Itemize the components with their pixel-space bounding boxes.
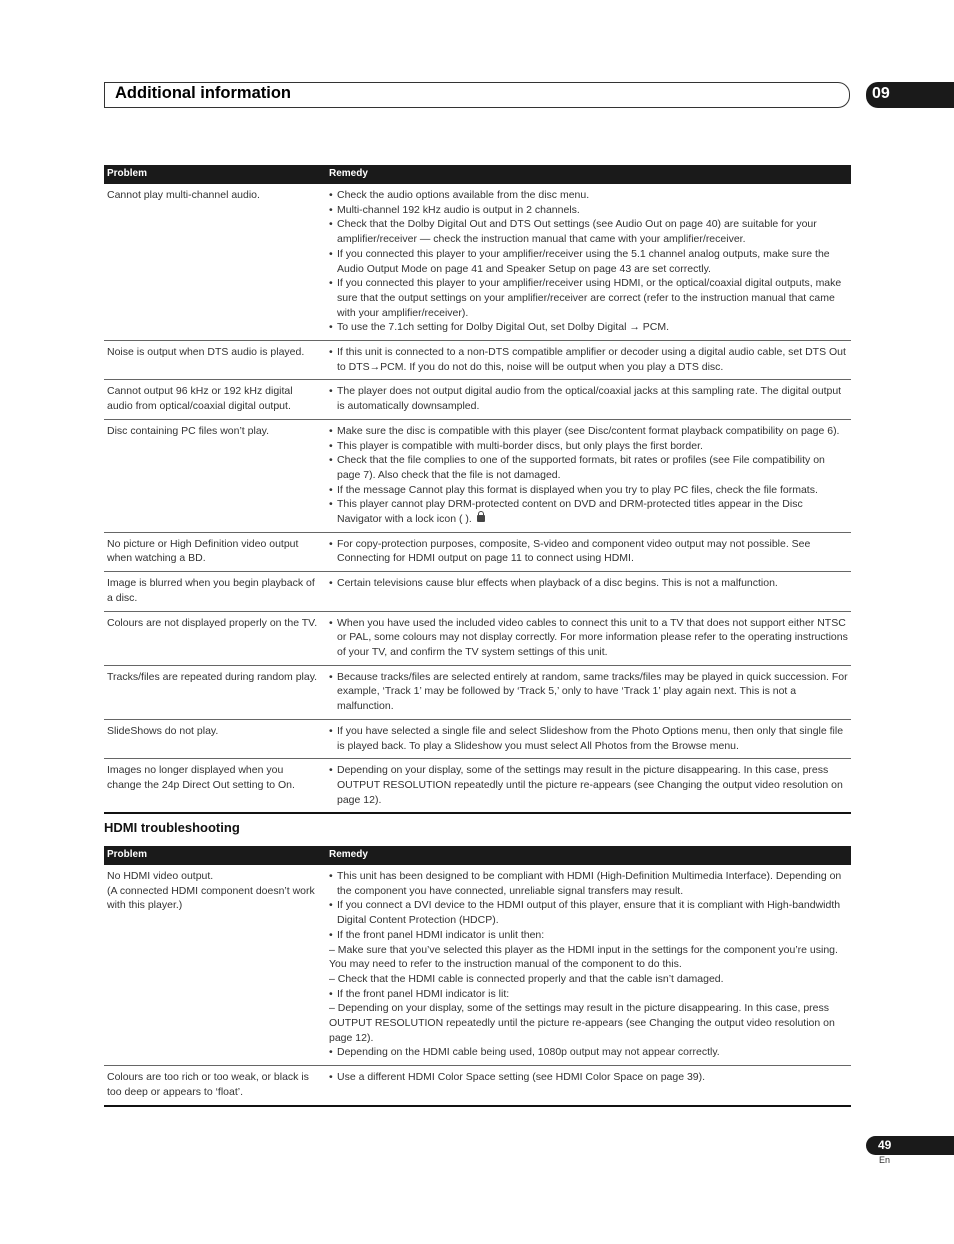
problem-cell: Noise is output when DTS audio is played. [104,341,326,380]
hdmi-troubleshooting-table [104,846,851,1107]
remedy-item [329,497,848,526]
remedy-item: • If the front panel HDMI indicator is lit: [329,987,848,1002]
chapter-tab [866,82,954,108]
remedy-cell [326,341,851,380]
remedy-item: • Check the audio options available from the disc menu. [329,188,848,203]
remedy-item: • This player is compatible with multi-border discs, but only plays the first border. [329,439,848,454]
remedy-cell [326,759,851,814]
column-header-problem: Problem [104,846,326,865]
remedy-item: • Use a different HDMI Color Space setting (see HDMI Color Space on page 39). [329,1070,848,1085]
problem-cell: SlideShows do not play. [104,719,326,758]
remedy-item: • Multi-channel 192 kHz audio is output in 2 channels. [329,203,848,218]
remedy-cell [326,532,851,571]
problem-note: (A connected HDMI component doesn’t work with this player.) [107,884,315,912]
problem-cell: Colours are not displayed properly on the TV. [104,611,326,665]
remedy-item: • Depending on your display, some of the settings may result in the picture disappearing. In this case, press OUTPUT RESOLUTION repeatedly until the picture re-appears (see Changing the output video resolution on page 12). [329,763,848,807]
remedy-item: • Because tracks/files are selected entirely at random, same tracks/files may be played in quick succession. For example, ‘Track 1’ may be followed by ‘Track 5,’ only to have ‘Track 1’ play again next. This is not a malfunction. [329,670,848,714]
table-row [104,865,851,1066]
section-header [104,82,850,108]
remedy-item: • If the message Cannot play this format is displayed when you try to play PC files, check the file formats. [329,483,848,498]
chapter-number: 09 [872,85,890,102]
remedy-item: • If you connected this player to your amplifier/receiver using the 5.1 channel analog outputs, make sure the Audio Output Mode on page 41 and Speaker Setup on page 43 are set correctly. [329,247,848,276]
remedy-subitem: – Depending on your display, some of the settings may result in the picture disappearing. In this case, press OUTPUT RESOLUTION repeatedly until the picture re-appears (see Changing the output video resolution on page 12). [329,1002,835,1044]
language-code: En [879,1155,891,1165]
remedy-item: • If you have selected a single file and select Slideshow from the Photo Options menu, then only that single file is played back. To play a Slideshow you must select All Photos from the Browse menu. [329,724,848,753]
table-row [104,341,851,380]
table-row [104,184,851,341]
remedy-item: • Check that the Dolby Digital Out and DTS Out settings (see Audio Out on page 40) are suitable for your amplifier/receiver — check the instruction manual that came with your amplifier/receiver. [329,217,848,246]
problem-cell: Cannot play multi-channel audio. [104,184,326,341]
column-header-remedy: Remedy [326,165,851,184]
remedy-item: • Make sure the disc is compatible with this player (see Disc/content format playback compatibility on page 6). [329,424,848,439]
problem-cell: Colours are too rich or too weak, or black is too deep or appears to ‘float’. [104,1066,326,1106]
remedy-cell [326,1066,851,1106]
remedy-subitem: – Check that the HDMI cable is connected properly and that the cable isn’t damaged. [329,972,724,985]
remedy-cell [326,719,851,758]
hdmi-troubleshooting-heading: HDMI troubleshooting [104,820,240,835]
remedy-text: This player cannot play DRM-protected content on DVD and DRM-protected titles appear in the Disc Navigator with a lock icon ( ). [337,498,803,526]
page-number-tab [866,1136,954,1155]
section-title: Additional information [115,84,291,102]
column-header-remedy: Remedy [326,846,851,865]
remedy-item: • If you connect a DVI device to the HDMI output of this player, ensure that it is compliant with High-bandwidth Digital Content Protection (HDCP). [329,898,848,927]
remedy-item: • When you have used the included video cables to connect this unit to a TV that does not support either NTSC or PAL, some colours may not display correctly. For more information please refer to the operating instructions of your TV, and confirm the TV system settings of this unit. [329,616,848,660]
column-header-problem: Problem [104,165,326,184]
remedy-cell [326,611,851,665]
table-row [104,1066,851,1106]
remedy-item: • If you connected this player to your amplifier/receiver using HDMI, or the optical/coaxial digital outputs, make sure that the output settings on your amplifier/receiver are correct (refer to the instruction manual that came with your amplifier/receiver). [329,276,848,320]
remedy-cell [326,665,851,719]
table-row [104,665,851,719]
remedy-cell [326,184,851,341]
remedy-cell [326,380,851,419]
lock-icon [477,515,485,522]
table-header-row [104,165,851,184]
problem-cell: Disc containing PC files won’t play. [104,419,326,532]
remedy-item: • To use the 7.1ch setting for Dolby Digital Out, set Dolby Digital → PCM. [329,320,848,335]
table-row [104,759,851,814]
problem-cell: Cannot output 96 kHz or 192 kHz digital audio from optical/coaxial digital output. [104,380,326,419]
remedy-subitem: – Make sure that you’ve selected this player as the HDMI input in the settings for the component you’re using. You may need to refer to the instruction manual of the component to do this. [329,943,838,971]
problem-cell: Image is blurred when you begin playback of a disc. [104,572,326,611]
problem-cell [104,865,326,1066]
remedy-item: • For copy-protection purposes, composite, S-video and component video output may not possible. See Connecting for HDMI output on page 11 to connect using HDMI. [329,537,848,566]
remedy-item: • Certain televisions cause blur effects when playback of a disc begins. This is not a malfunction. [329,576,848,591]
table-row [104,532,851,571]
remedy-item: • If this unit is connected to a non-DTS compatible amplifier or decoder using a digital audio cable, set DTS Out to DTS→PCM. If you do not do this, noise will be output when you play a DTS disc. [329,345,848,374]
remedy-cell [326,419,851,532]
problem-cell: No picture or High Definition video output when watching a BD. [104,532,326,571]
table-row [104,719,851,758]
problem-cell: Images no longer displayed when you change the 24p Direct Out setting to On. [104,759,326,814]
table-row [104,380,851,419]
remedy-item: • If the front panel HDMI indicator is unlit then: [329,928,848,943]
remedy-item: • This unit has been designed to be compliant with HDMI (High-Definition Multimedia Interface). Depending on the component you have connected, unreliable signal transfers may result. [329,869,848,898]
table-header-row [104,846,851,865]
page-number: 49 [878,1138,892,1152]
table-row [104,572,851,611]
table-row [104,611,851,665]
remedy-cell [326,572,851,611]
remedy-item: • Depending on the HDMI cable being used, 1080p output may not appear correctly. [329,1045,848,1060]
problem-text: No HDMI video output. [107,870,214,882]
troubleshooting-table [104,165,851,814]
remedy-cell [326,865,851,1066]
remedy-item: • Check that the file complies to one of the supported formats, bit rates or profiles (see File compatibility on page 7). Also check that the file is not damaged. [329,453,848,482]
remedy-item: • The player does not output digital audio from the optical/coaxial jacks at this sampling rate. The digital output is automatically downsampled. [329,384,848,413]
problem-cell: Tracks/files are repeated during random play. [104,665,326,719]
table-row [104,419,851,532]
